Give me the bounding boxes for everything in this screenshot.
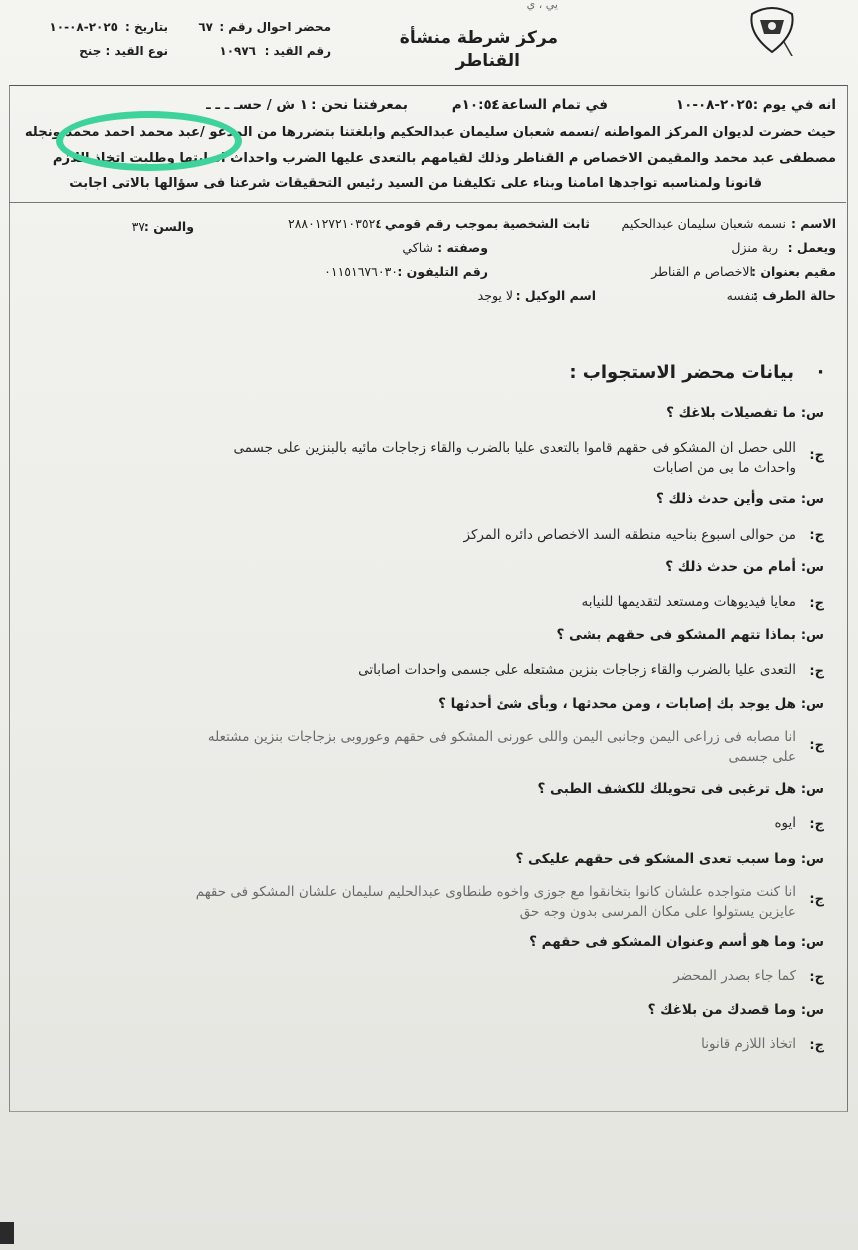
address-label: مقيم بعنوان : <box>751 264 836 279</box>
record-number: ٦٧ <box>198 20 213 34</box>
name-value: نسمه شعبان سليمان عبدالحكيم <box>621 216 786 231</box>
answer-text <box>16 727 796 767</box>
question-label: س: <box>800 782 824 797</box>
answer-line: اللى حصل ان المشكو فى حقهم قاموا بالتعدى عليا بالضرب والقاء زجاجات مائيه بالبنزين على جسمى <box>233 440 796 456</box>
question-text: وما هو أسم وعنوان المشكو فى حقهم ؟ <box>529 934 796 950</box>
national-id-label: ثابت الشخصية بموجب رقم قومي : <box>375 216 590 231</box>
question-label: س: <box>800 1003 824 1018</box>
agent-label: اسم الوكيل : <box>515 288 596 303</box>
police-emblem-icon <box>746 4 798 56</box>
entry-type: نوع القيد : جنح <box>79 44 168 58</box>
answer-line: انا مصابه فى زراعى اليمن وجانبى اليمن واللى عورنى المشكو فى حقهم وعوروبى بزجاجات بنزين مشتعله <box>207 729 796 745</box>
time-value: ١٠:٥٤م <box>451 97 500 113</box>
answer-line: عايزين يستولوا على مكان المرسى بدون وجه حق <box>519 904 796 920</box>
answer-label: ج: <box>809 738 824 753</box>
question-label: س: <box>800 628 824 643</box>
party-label: حالة الطرف : <box>752 288 836 303</box>
entry-number: ١٠٩٧٦ <box>219 44 256 58</box>
opening-line-3: قانونا ولمناسبه تواجدها امامنا وبناء على تكليفنا من السيد رئيس التحقيقات شرعنا فى سؤالها بالاتى اجابت <box>69 176 762 191</box>
job-value: ربة منزل <box>731 240 778 255</box>
role-value: شاكي <box>402 240 433 255</box>
date-value: ٢٠٢٥-٠٨-١٠ <box>49 20 118 34</box>
record-label: محضر احوال رقم : <box>219 20 331 34</box>
role-label: وصفته : <box>437 240 488 255</box>
question-text: متى وأين حدث ذلك ؟ <box>655 491 796 507</box>
question-label: س: <box>800 697 824 712</box>
answer-line: على جسمى <box>728 749 796 765</box>
time-label: في تمام الساعة : <box>491 97 608 113</box>
by-us-label: بمعرفتنا نحن : <box>311 97 408 113</box>
highlight-circle-annotation <box>56 111 242 171</box>
answer-label: ج: <box>809 528 824 543</box>
age-label: والسن : <box>143 219 194 234</box>
answer-label: ج: <box>809 664 824 679</box>
answer-text: اتخاذ اللازم قانونا <box>701 1036 796 1052</box>
opening-line-2: مصطفى عبد محمد والمقيمن الاخصاص م القناطر وذلك لقيامهم بالتعدى عليها الضرب واحداث اصابتها وطلبت اتخاذ اللازم <box>52 151 836 166</box>
question-text: أمام من حدث ذلك ؟ <box>665 559 796 575</box>
answer-label: ج: <box>809 970 824 985</box>
question-label: س: <box>800 935 824 950</box>
address-value: الاخصاص م القناطر <box>651 264 753 279</box>
answer-text <box>6 882 796 922</box>
question-label: س: <box>800 406 824 421</box>
station-name-line1: مركز شرطة منشأة <box>399 28 558 48</box>
question-text: وما سبب تعدى المشكو فى حقهم عليكى ؟ <box>515 851 796 867</box>
question-label: س: <box>800 492 824 507</box>
answer-text: معايا فيديوهات ومستعد لتقديمها للنيابه <box>581 594 796 610</box>
answer-text: من حوالى اسبوع بناحيه منطقه السد الاخصاص دائره المركز <box>463 527 796 543</box>
answer-label: ج: <box>809 448 824 463</box>
date-label: بتاريخ : <box>125 20 168 34</box>
answer-line: واحداث ما بى من اصابات <box>652 460 796 476</box>
opening-line-1: حيث حضرت لديوان المركز المواطنه /نسمه شعبان سليمان عبدالحكيم وابلغتنا بتضررها من المدعو /عبد محمد احمد محمد ونجله <box>24 125 836 140</box>
party-value: بنفسه <box>726 288 758 303</box>
answer-text <box>56 438 796 478</box>
answer-text: كما جاء بصدر المحضر <box>673 968 796 984</box>
national-id-value: ٢٨٨٠١٢٧٢١٠٣٥٢٤ <box>288 216 382 231</box>
name-label: الاسم : <box>790 216 836 231</box>
phone-label: رقم التليفون : <box>397 264 488 279</box>
answer-label: ج: <box>809 596 824 611</box>
question-label: س: <box>800 560 824 575</box>
question-label: س: <box>800 852 824 867</box>
question-text: هل يوجد بك إصابات ، ومن محدثها ، وبأى شئ أحدثها ؟ <box>438 696 796 712</box>
question-text: وما قصدك من بلاغك ؟ <box>647 1002 796 1018</box>
scan-edge-mark <box>0 1222 14 1244</box>
answer-label: ج: <box>809 1038 824 1053</box>
answer-label: ج: <box>809 817 824 832</box>
question-text: هل ترغبى فى تحويلك للكشف الطبى ؟ <box>537 781 796 797</box>
agent-value: لا يوجد <box>477 288 513 303</box>
answer-line: انا كنت متواجده علشان كانوا بتخانقوا مع جوزى واخوه طنطاوى عبدالحليم سليمان علشان المشكو فى حقهم <box>195 884 796 900</box>
divider <box>9 202 846 203</box>
question-text: ما تفصيلات بلاغك ؟ <box>666 405 796 421</box>
answer-label: ج: <box>809 892 824 907</box>
answer-text: التعدى عليا بالضرب والقاء زجاجات بنزين مشتعله على جسمى واحدات اصاباتى <box>358 662 796 678</box>
section-title: بيانات محضر الاستجواب : <box>569 362 794 383</box>
day-label: انه في يوم : <box>752 97 836 113</box>
job-label: ويعمل : <box>787 240 836 255</box>
day-value: ٢٠٢٥-٠٨-١٠ <box>675 97 753 113</box>
section-bullet: · <box>817 362 824 383</box>
station-name-line2: القناطر <box>455 51 520 71</box>
question-text: بماذا تتهم المشكو فى حقهم بشى ؟ <box>556 627 796 643</box>
age-value: ٣٧ <box>131 219 145 234</box>
by-us-value: ١ ش / حسـ ـ ـ ـ <box>206 97 308 113</box>
answer-text: ايوه <box>774 815 796 831</box>
phone-value: ٠١١٥١٦٧٦٠٣٠ <box>324 264 398 279</box>
entry-number-label: رقم القيد : <box>264 44 331 58</box>
header-top-fragment: يي ، ي <box>526 0 558 11</box>
